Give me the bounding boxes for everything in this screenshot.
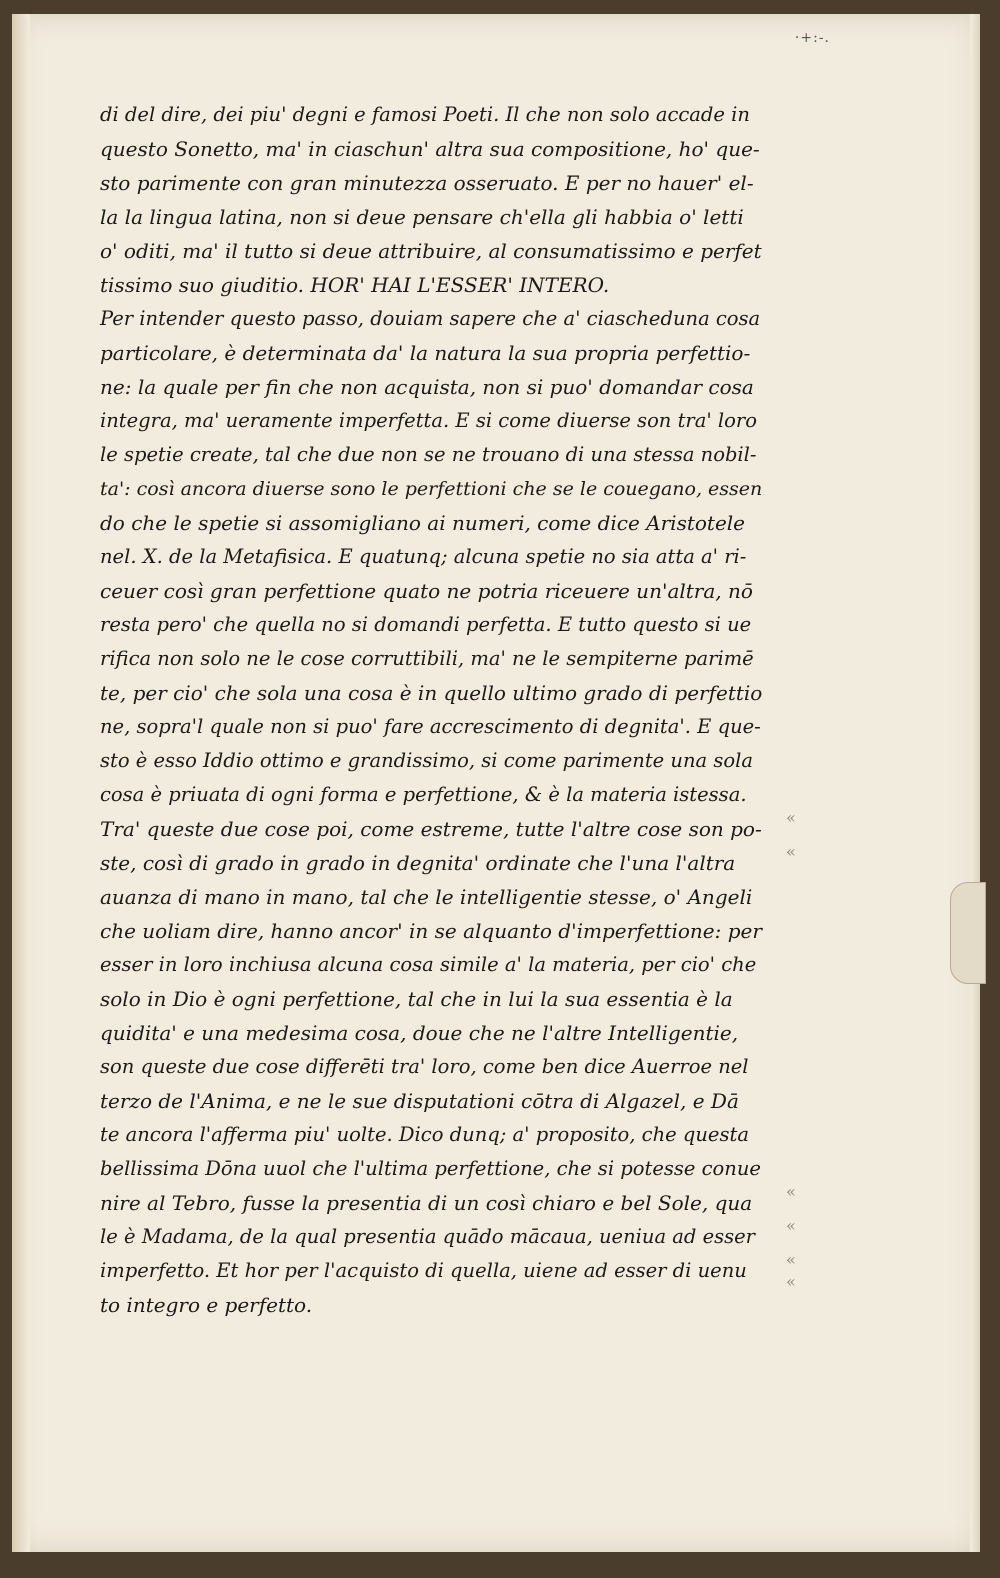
text-line: ste, così di grado in grado in degnita' ordinate che l'una l'altra [100, 851, 736, 875]
text-line: quidita' e una medesima cosa, doue che ne l'altre Intelligentie, [100, 1021, 739, 1045]
text-line: nire al Tebro, fusse la presentia di un così chiaro e bel Sole, qua [100, 1191, 753, 1215]
text-line: ceuer così gran perfettione quato ne potria riceuere un'altra, nō [100, 579, 753, 603]
page-edge [970, 14, 980, 1552]
page-gutter [12, 14, 30, 1552]
text-line: Tra' queste due cose poi, come estreme, tutte l'altre cose son po- [100, 817, 762, 841]
text-line: ta': così ancora diuerse sono le perfettioni che se le couegano, essen [100, 478, 763, 500]
margin-quote-mark: « [786, 1182, 796, 1201]
text-line: son queste due cose differēti tra' loro, come ben dice Auerroe nel [100, 1055, 749, 1078]
text-line: la la lingua latina, non si deue pensare ch'ella gli habbia o' letti [100, 205, 744, 229]
text-line: rifica non solo ne le cose corruttibili, ma' ne le sempiterne parimē [100, 647, 754, 670]
text-line: questo Sonetto, ma' in ciaschun' altra sua compositione, ho' que- [100, 137, 760, 161]
text-line: Per intender questo passo, douiam sapere che a' ciascheduna cosa [100, 307, 761, 330]
margin-quote-mark: « [786, 1216, 796, 1235]
text-line: particolare, è determinata da' la natura la sua propria perfettio- [100, 341, 751, 365]
page-tab [950, 882, 986, 984]
text-line: bellissima Dōna uuol che l'ultima perfettione, che si potesse conue [100, 1157, 761, 1180]
text-line: te ancora l'afferma piu' uolte. Dico dunq; a' proposito, che questa [100, 1123, 749, 1146]
text-line: te, per cio' che sola una cosa è in quello ultimo grado di perfettio [100, 681, 763, 705]
text-line: esser in loro inchiusa alcuna cosa simile a' la materia, per cio' che [100, 953, 757, 976]
text-line: solo in Dio è ogni perfettione, tal che in lui la sua essentia è la [100, 987, 733, 1011]
text-line: to integro e perfetto. [100, 1293, 313, 1317]
text-line: imperfetto. Et hor per l'acquisto di quella, uiene ad esser di uenu [100, 1259, 747, 1282]
text-line: terzo de l'Anima, e ne le sue disputationi cōtra di Algazel, e Dā [100, 1089, 739, 1113]
text-line: resta pero' che quella no si domandi perfetta. E tutto questo si ue [100, 613, 752, 636]
margin-quote-mark: « [786, 1272, 796, 1291]
signature-mark: ·+:-. [794, 30, 830, 46]
text-line: che uoliam dire, hanno ancor' in se alquanto d'imperfettione: per [100, 919, 762, 943]
text-line: do che le spetie si assomigliano ai numeri, come dice Aristotele [100, 511, 746, 535]
text-line: ne, sopra'l quale non si puo' fare accrescimento di degnita'. E que- [100, 715, 761, 738]
text-line: le spetie create, tal che due non se ne trouano di una stessa nobil- [100, 443, 757, 466]
text-line: auanza di mano in mano, tal che le intelligentie stesse, o' Angeli [100, 885, 753, 909]
text-line: tissimo suo giuditio. HOR' HAI L'ESSER' INTERO. [100, 273, 610, 297]
text-line: sto parimente con gran minutezza osseruato. E per no hauer' el- [100, 171, 754, 195]
text-line: di del dire, dei piu' degni e famosi Poeti. Il che non solo accade in [100, 103, 750, 126]
text-line: sto è esso Iddio ottimo e grandissimo, si come parimente una sola [100, 749, 753, 772]
text-line: cosa è priuata di ogni forma e perfettione, & è la materia istessa. [100, 783, 747, 806]
text-line: o' oditi, ma' il tutto si deue attribuire, al consumatissimo e perfet [100, 239, 762, 263]
body-text [100, 98, 762, 1322]
text-line: nel. X. de la Metafisica. E quatunq; alcuna spetie no sia atta a' ri- [100, 545, 747, 568]
text-line: ne: la quale per fin che non acquista, non si puo' domandar cosa [100, 375, 754, 399]
margin-quote-mark: « [786, 808, 796, 827]
text-line: integra, ma' ueramente imperfetta. E si come diuerse son tra' loro [100, 409, 757, 432]
text-line: le è Madama, de la qual presentia quādo mācaua, ueniua ad esser [100, 1225, 755, 1248]
margin-quote-mark: « [786, 1250, 796, 1269]
margin-quote-mark: « [786, 842, 796, 861]
